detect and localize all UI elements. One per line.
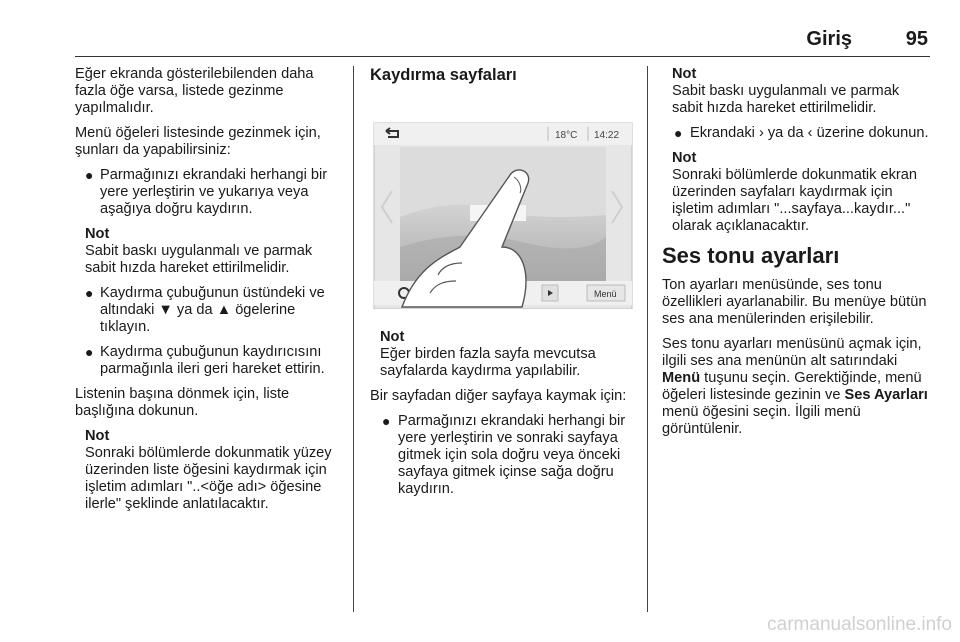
page-header [75,28,930,52]
bullet-item [370,413,638,498]
chevron-right-icon: › [758,125,764,141]
note-title: Not [672,66,697,82]
column-1 [75,66,343,521]
paragraph: Bir sayfadan diğer sayfaya kaymak için: [370,388,627,404]
column-3 [662,66,930,446]
note-text: Eğer birden fazla sayfa mevcutsa sayfalarda kaydırma yapılabilir. [380,346,596,379]
section-title: Ses tonu ayarları [662,243,840,268]
bullet-icon: ● [674,125,683,141]
header-rule [75,56,930,57]
note-block [85,428,343,513]
arrow-up-icon: ▲ [216,302,232,318]
column-divider-2 [647,66,648,612]
paragraph: Ses tonu ayarları menüsünü açmak için, ilgili ses ana menünün alt satırındaki Menü tuşunu seçin. Gerektiğinde, menü öğeleri listesinde gezinin ve Ses Ayarları menü öğesini seçin. İlgili menü görüntülenir. [662,336,928,437]
paragraph: Listenin başına dönmek için, liste başlığına dokunun. [75,386,290,419]
bullet-icon: ● [382,413,391,429]
bullet-text: Parmağınızı ekrandaki herhangi bir yere yerleştirin ve yukarıya veya aşağıya doğru kaydırın. [100,167,328,217]
note-block [85,226,343,277]
paragraph: Menü öğeleri listesinde gezinmek için, şunları da yapabilirsiniz: [75,125,321,158]
note-block [672,150,930,235]
note-title: Not [672,150,697,166]
note-block [380,329,638,380]
illustration-svg [372,97,634,309]
note-text: Sabit baskı uygulanmalı ve parmak sabit hızda hareket ettirilmelidir. [85,243,313,276]
note-title: Not [85,428,110,444]
note-text: Sonraki bölümlerde dokunmatik ekran üzerinden sayfaları kaydırmak için işletim adımları "...sayfaya...kaydır..." olarak açıklanacaktır. [672,167,917,234]
watermark: carmanualsonline.info [767,614,952,635]
chevron-left-icon: ‹ [807,125,813,141]
note-text: Sabit baskı uygulanmalı ve parmak sabit hızda hareket ettirilmelidir. [672,83,900,116]
paragraph: Eğer ekranda gösterilebilenden daha fazla öğe varsa, listede gezinme yapılmalıdır. [75,66,314,116]
page-number: 95 [905,28,928,50]
screen-menu-button: Menü [594,289,617,299]
screen-time: 14:22 [594,130,620,141]
column-divider-1 [353,66,354,612]
bullet-text: Ekrandaki › ya da ‹ üzerine dokunun. [690,125,929,141]
column-2 [370,66,638,506]
note-title: Not [85,226,110,242]
bullet-item [75,167,343,218]
section-title: Kaydırma sayfaları [370,66,517,84]
bullet-text: Parmağınızı ekrandaki herhangi bir yere yerleştirin ve sonraki sayfaya gitmek için sola doğru veya önceki sayfaya gitmek içinse sağa doğru kaydırın. [398,413,626,497]
arrow-down-icon: ▼ [158,302,173,318]
note-text: Sonraki bölümlerde dokunmatik yüzey üzerinden liste öğesini kaydırmak için işletim adımları "..<öğe adı> öğesine ilerle" şeklinde anlatılacaktır. [85,445,332,512]
note-block [672,66,930,117]
header-title: Giriş [806,28,852,50]
note-title: Not [380,329,405,345]
bullet-icon: ● [85,167,94,183]
bullet-item [75,344,343,378]
bullet-text: Kaydırma çubuğunun üstündeki ve altındaki ▼ ya da ▲ ögelerine tıklayın. [100,285,325,335]
paragraph: Ton ayarları menüsünde, ses tonu özellikleri ayarlanabilir. Bu menüye bütün ses ana menülerinden erişilebilir. [662,277,927,327]
bullet-icon: ● [85,285,94,301]
bullet-text: Kaydırma çubuğunun kaydırıcısını parmağınla ileri geri hareket ettirin. [100,344,325,377]
bullet-item [662,125,930,142]
touchscreen-illustration [372,97,634,309]
bullet-item [75,285,343,336]
bullet-icon: ● [85,344,94,360]
screen-temperature: 18°C [555,130,578,141]
